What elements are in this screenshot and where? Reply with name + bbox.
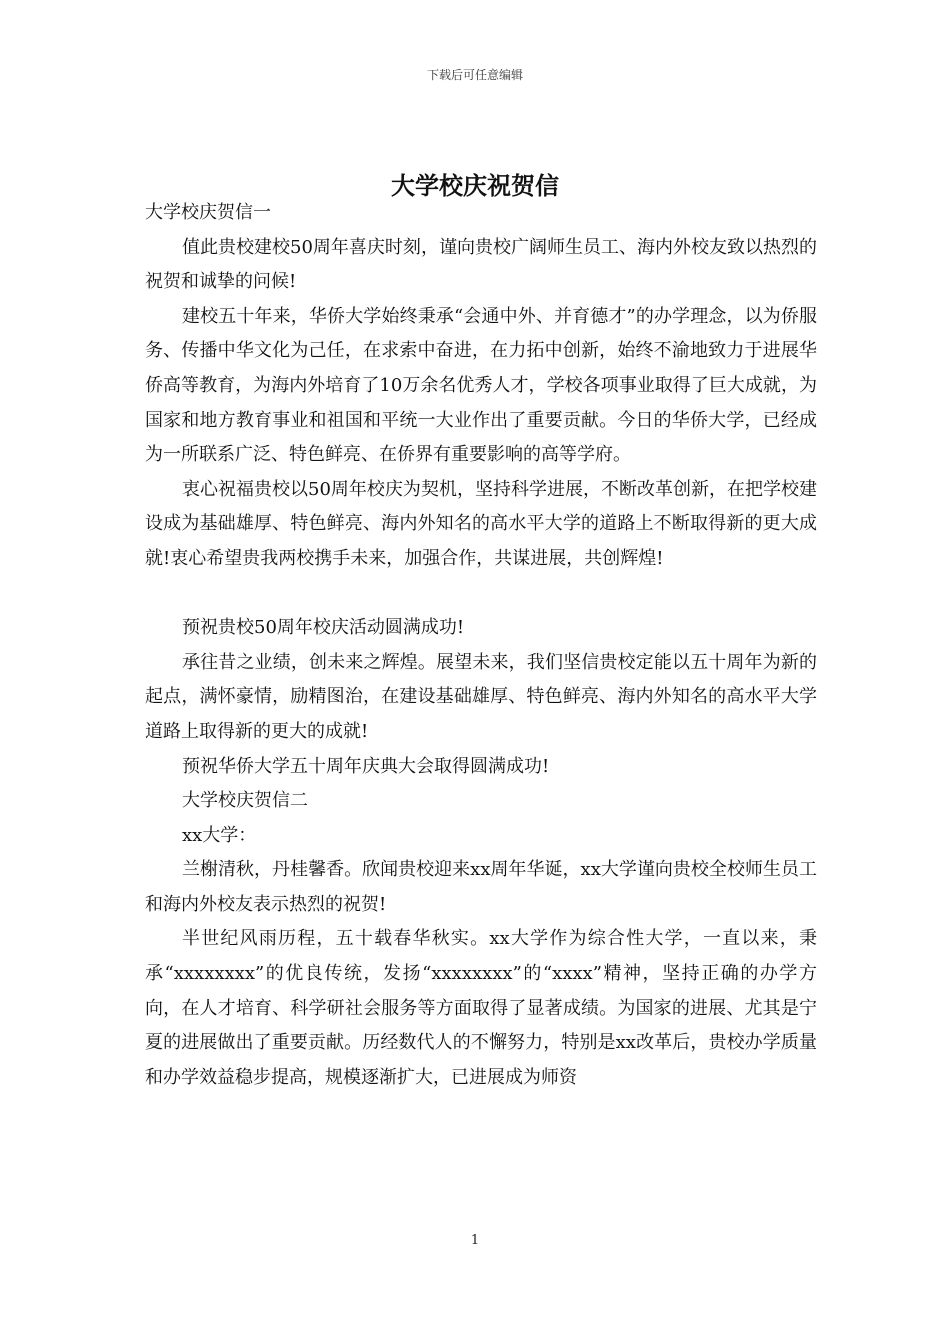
paragraph: 预祝贵校50周年校庆活动圆满成功! [182,617,465,639]
paragraph: 值此贵校建校50周年喜庆时刻，谨向贵校广阔师生员工、海内外校友致以热烈的祝贺和诚挚的问候! [145,236,817,293]
section-heading-2: 大学校庆贺信二 [182,790,308,812]
document-body [145,196,817,1095]
paragraph-spacer [145,577,817,612]
paragraph: 建校五十年来，华侨大学始终秉承“会通中外、并育德才”的办学理念，以为侨服务、传播中华文化为己任，在求索中奋进，在力拓中创新，始终不渝地致力于进展华侨高等教育，为海内外培育了10万余名优秀人才，学校各项事业取得了巨大成就，为国家和地方教育事业和祖国和平统一大业作出了重要贡献。今日的华侨大学，已经成为一所联系广泛、特色鲜亮、在侨界有重要影响的高等学府。 [145,305,817,466]
page-number: 1 [470,1233,480,1248]
paragraph: 预祝华侨大学五十周年庆典大会取得圆满成功! [182,755,550,777]
header-note: 下载后可任意编辑 [426,68,523,82]
section-heading-1: 大学校庆贺信一 [145,202,271,223]
paragraph: 承往昔之业绩，创未来之辉煌。展望未来，我们坚信贵校定能以五十周年为新的起点，满怀豪情，励精图治，在建设基础雄厚、特色鲜亮、海内外知名的高水平大学道路上取得新的更大的成就! [145,651,817,742]
paragraph: 兰榭清秋，丹桂馨香。欣闻贵校迎来xx周年华诞，xx大学谨向贵校全校师生员工和海内外校友表示热烈的祝贺! [145,859,817,915]
paragraph: 衷心祝福贵校以50周年校庆为契机，坚持科学进展，不断改革创新，在把学校建设成为基础雄厚、特色鲜亮、海内外知名的高水平大学的道路上不断取得新的更大成就!衷心希望贵我两校携手未来，加强合作，共谋进展，共创辉煌! [145,478,817,569]
document-title: 大学校庆祝贺信 [391,172,559,201]
salutation: xx大学： [182,824,257,846]
paragraph: 半世纪风雨历程，五十载春华秋实。xx大学作为综合性大学，一直以来，秉承“xxxxxxxx”的优良传统，发扬“xxxxxxxx”的“xxxx”精神，坚持正确的办学方向，在人才培育、科学研社会服务等方面取得了显著成绩。为国家的进展、尤其是宁夏的进展做出了重要贡献。历经数代人的不懈努力，特别是xx改革后，贵校办学质量和办学效益稳步提高，规模逐渐扩大，已进展成为师资 [145,928,817,1088]
